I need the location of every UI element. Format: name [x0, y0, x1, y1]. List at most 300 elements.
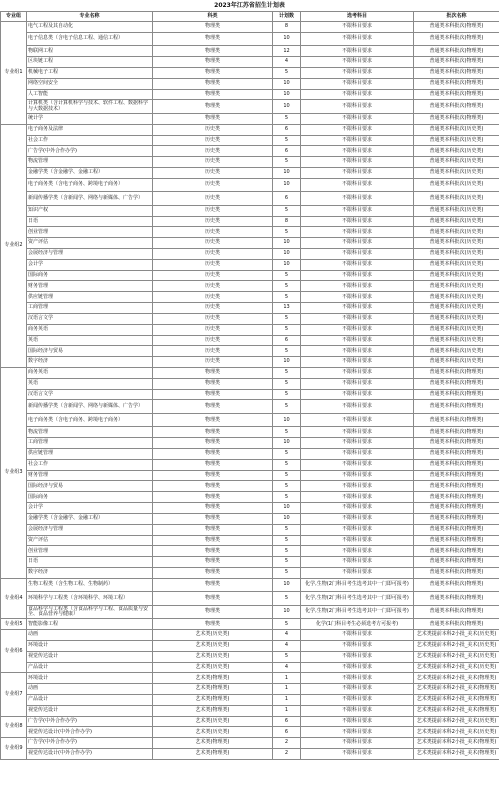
table-row [1, 524, 499, 535]
batch-cell: 普通类本科批次(物理类) [414, 535, 499, 546]
table-row [1, 346, 499, 357]
batch-cell: 普通类本科批次(物理类) [414, 22, 499, 33]
category-cell: 历史类 [153, 324, 273, 335]
table-row [1, 249, 499, 260]
category-cell: 物理类 [153, 470, 273, 481]
subject-cell: 不限科目要求 [301, 378, 414, 389]
major-cell: 新闻传播学类（含新闻学、网络与新媒体、广告学） [27, 400, 153, 414]
category-cell: 历史类 [153, 135, 273, 146]
subject-cell: 不限科目要求 [301, 324, 414, 335]
category-cell: 历史类 [153, 227, 273, 238]
major-cell: 电气工程及其自动化 [27, 22, 153, 33]
table-row [1, 389, 499, 400]
subject-cell: 不限科目要求 [301, 157, 414, 168]
table-row [1, 32, 499, 46]
batch-cell: 普通类本科批次(物理类) [414, 546, 499, 557]
plan-cell: 5 [273, 535, 301, 546]
subject-cell: 不限科目要求 [301, 449, 414, 460]
category-cell: 物理类 [153, 481, 273, 492]
table-row [1, 178, 499, 192]
table-row [1, 57, 499, 68]
category-cell: 历史类 [153, 205, 273, 216]
batch-cell: 普通类本科批次(物理类) [414, 449, 499, 460]
table-row [1, 705, 499, 716]
plan-cell: 10 [273, 605, 301, 619]
plan-cell: 5 [273, 313, 301, 324]
major-cell: 工商管理 [27, 438, 153, 449]
batch-cell: 普通类本科批次(历史类) [414, 238, 499, 249]
subject-cell: 不限科目要求 [301, 32, 414, 46]
plan-cell: 5 [273, 292, 301, 303]
batch-cell: 普通类本科批次(物理类) [414, 413, 499, 427]
subject-cell: 不限科目要求 [301, 100, 414, 114]
category-cell: 物理类 [153, 513, 273, 524]
table-row [1, 749, 499, 760]
subject-cell: 不限科目要求 [301, 346, 414, 357]
plan-cell: 5 [273, 205, 301, 216]
major-cell: 广告学(中外合作办学) [27, 738, 153, 749]
group-cell: 专业组2 [1, 124, 27, 367]
subject-cell: 不限科目要求 [301, 270, 414, 281]
table-row [1, 357, 499, 368]
subject-cell: 不限科目要求 [301, 546, 414, 557]
major-cell: 生物工程类（含生物工程、生物制药） [27, 578, 153, 592]
major-cell: 食品科学与工程类（含食品科学与工程、食品质量与安全、食品营养与健康） [27, 605, 153, 619]
table-row [1, 449, 499, 460]
subject-cell: 不限科目要求 [301, 470, 414, 481]
plan-cell: 10 [273, 438, 301, 449]
major-cell: 英语 [27, 335, 153, 346]
major-cell: 区块链工程 [27, 57, 153, 68]
subject-cell: 不限科目要求 [301, 57, 414, 68]
major-cell: 视觉传达设计(中外合作办学) [27, 749, 153, 760]
plan-cell: 5 [273, 492, 301, 503]
table-row [1, 592, 499, 606]
group-cell: 专业组6 [1, 630, 27, 673]
plan-cell: 5 [273, 524, 301, 535]
batch-cell: 普通类本科批次(物理类) [414, 57, 499, 68]
table-row [1, 146, 499, 157]
major-cell: 物联网工程 [27, 46, 153, 57]
major-cell: 数字经济 [27, 567, 153, 578]
major-cell: 社会工作 [27, 135, 153, 146]
major-cell: 视觉传达设计 [27, 705, 153, 716]
plan-cell: 5 [273, 619, 301, 630]
subject-cell: 不限科目要求 [301, 303, 414, 314]
batch-cell: 艺术类提前本科2小批_美术(物理类) [414, 694, 499, 705]
group-cell: 专业组3 [1, 367, 27, 578]
table-row [1, 367, 499, 378]
table-row [1, 100, 499, 114]
batch-cell: 普通类本科批次(历史类) [414, 227, 499, 238]
major-cell: 广告学(中外合作办学) [27, 146, 153, 157]
subject-cell: 不限科目要求 [301, 89, 414, 100]
major-cell: 电子商务类（含电子商务、跨境电子商务） [27, 413, 153, 427]
table-row [1, 259, 499, 270]
batch-cell: 艺术类提前本科2小批_美术(历史类) [414, 662, 499, 673]
major-cell: 商务英语 [27, 324, 153, 335]
major-cell: 人工智能 [27, 89, 153, 100]
major-cell: 产品设计 [27, 662, 153, 673]
category-cell: 物理类 [153, 389, 273, 400]
subject-cell: 不限科目要求 [301, 651, 414, 662]
category-cell: 物理类 [153, 567, 273, 578]
category-cell: 物理类 [153, 378, 273, 389]
batch-cell: 普通类本科批次(物理类) [414, 427, 499, 438]
plan-cell: 5 [273, 367, 301, 378]
major-cell: 财务管理 [27, 470, 153, 481]
batch-cell: 普通类本科批次(物理类) [414, 378, 499, 389]
plan-cell: 10 [273, 513, 301, 524]
major-cell: 动画 [27, 630, 153, 641]
subject-cell: 不限科目要求 [301, 22, 414, 33]
table-row [1, 459, 499, 470]
category-cell: 历史类 [153, 178, 273, 192]
subject-cell: 不限科目要求 [301, 238, 414, 249]
category-cell: 物理类 [153, 413, 273, 427]
table-row [1, 303, 499, 314]
category-cell: 物理类 [153, 524, 273, 535]
table-row [1, 738, 499, 749]
batch-cell: 普通类本科批次(历史类) [414, 303, 499, 314]
plan-cell: 8 [273, 22, 301, 33]
plan-cell: 10 [273, 413, 301, 427]
batch-cell: 普通类本科批次(物理类) [414, 470, 499, 481]
plan-cell: 6 [273, 716, 301, 727]
category-cell: 艺术类(历史类) [153, 662, 273, 673]
batch-cell: 普通类本科批次(物理类) [414, 100, 499, 114]
subject-cell: 不限科目要求 [301, 438, 414, 449]
plan-cell: 6 [273, 335, 301, 346]
batch-cell: 普通类本科批次(历史类) [414, 313, 499, 324]
plan-cell: 10 [273, 78, 301, 89]
major-cell: 金融学类（含金融学、金融工程） [27, 167, 153, 178]
table-row [1, 662, 499, 673]
subject-cell: 不限科目要求 [301, 492, 414, 503]
table-body [1, 22, 499, 760]
plan-cell: 5 [273, 346, 301, 357]
major-cell: 环境设计 [27, 673, 153, 684]
batch-cell: 普通类本科批次(物理类) [414, 481, 499, 492]
category-cell: 物理类 [153, 46, 273, 57]
table-row [1, 651, 499, 662]
batch-cell: 艺术类提前本科2小批_美术(物理类) [414, 673, 499, 684]
category-cell: 物理类 [153, 546, 273, 557]
batch-cell: 普通类本科批次(物理类) [414, 567, 499, 578]
plan-cell: 6 [273, 146, 301, 157]
table-row [1, 400, 499, 414]
category-cell: 艺术类(物理类) [153, 673, 273, 684]
plan-cell: 2 [273, 738, 301, 749]
subject-cell: 不限科目要求 [301, 503, 414, 514]
category-cell: 艺术类(物理类) [153, 694, 273, 705]
major-cell: 日语 [27, 557, 153, 568]
plan-cell: 5 [273, 324, 301, 335]
batch-cell: 艺术类提前本科2小批_美术(历史类) [414, 630, 499, 641]
table-header-row [1, 12, 499, 22]
subject-cell: 不限科目要求 [301, 694, 414, 705]
subject-cell: 不限科目要求 [301, 662, 414, 673]
category-cell: 历史类 [153, 146, 273, 157]
subject-cell: 不限科目要求 [301, 205, 414, 216]
major-cell: 资产评估 [27, 535, 153, 546]
plan-cell: 1 [273, 673, 301, 684]
category-cell: 历史类 [153, 313, 273, 324]
batch-cell: 普通类本科批次(物理类) [414, 605, 499, 619]
table-row [1, 513, 499, 524]
table-row [1, 89, 499, 100]
table-row [1, 413, 499, 427]
category-cell: 历史类 [153, 124, 273, 135]
batch-cell: 普通类本科批次(历史类) [414, 270, 499, 281]
subject-cell: 化学,生物(2门科目考生选考其中一门即可报考) [301, 592, 414, 606]
subject-cell: 化学(1门科目考生必须选考方可报考) [301, 619, 414, 630]
plan-cell: 5 [273, 157, 301, 168]
plan-cell: 5 [273, 113, 301, 124]
major-cell: 财务管理 [27, 281, 153, 292]
table-row [1, 205, 499, 216]
plan-cell: 5 [273, 567, 301, 578]
major-cell: 资产评估 [27, 238, 153, 249]
subject-cell: 不限科目要求 [301, 135, 414, 146]
table-row [1, 78, 499, 89]
plan-cell: 10 [273, 357, 301, 368]
category-cell: 艺术类(历史类) [153, 727, 273, 738]
table-row [1, 619, 499, 630]
batch-cell: 普通类本科批次(历史类) [414, 281, 499, 292]
subject-cell: 不限科目要求 [301, 427, 414, 438]
subject-cell: 不限科目要求 [301, 513, 414, 524]
plan-cell: 5 [273, 459, 301, 470]
category-cell: 历史类 [153, 357, 273, 368]
plan-cell: 4 [273, 640, 301, 651]
subject-cell: 不限科目要求 [301, 459, 414, 470]
batch-cell: 普通类本科批次(历史类) [414, 259, 499, 270]
plan-cell: 5 [273, 427, 301, 438]
category-cell: 物理类 [153, 67, 273, 78]
major-cell: 动画 [27, 684, 153, 695]
category-cell: 物理类 [153, 557, 273, 568]
major-cell: 环境设计 [27, 640, 153, 651]
category-cell: 艺术类(历史类) [153, 640, 273, 651]
plan-cell: 5 [273, 546, 301, 557]
category-cell: 物理类 [153, 427, 273, 438]
header-group: 专业组 [1, 12, 27, 22]
category-cell: 历史类 [153, 259, 273, 270]
category-cell: 历史类 [153, 157, 273, 168]
table-row [1, 324, 499, 335]
major-cell: 新闻传播学类（含新闻学、网络与新媒体、广告学） [27, 192, 153, 206]
subject-cell: 不限科目要求 [301, 292, 414, 303]
category-cell: 物理类 [153, 100, 273, 114]
batch-cell: 艺术类提前本科2小批_美术(历史类) [414, 727, 499, 738]
table-row [1, 716, 499, 727]
batch-cell: 艺术类提前本科2小批_美术(物理类) [414, 749, 499, 760]
table-row [1, 135, 499, 146]
major-cell: 电子商务及法律 [27, 124, 153, 135]
batch-cell: 艺术类提前本科2小批_美术(物理类) [414, 684, 499, 695]
subject-cell: 不限科目要求 [301, 535, 414, 546]
header-subject: 选考科目 [301, 12, 414, 22]
table-row [1, 684, 499, 695]
group-cell: 专业组8 [1, 716, 27, 738]
major-cell: 供应链管理 [27, 449, 153, 460]
table-row [1, 470, 499, 481]
category-cell: 历史类 [153, 270, 273, 281]
category-cell: 物理类 [153, 89, 273, 100]
major-cell: 会计学 [27, 259, 153, 270]
subject-cell: 不限科目要求 [301, 727, 414, 738]
table-row [1, 281, 499, 292]
plan-cell: 12 [273, 46, 301, 57]
group-cell: 专业组1 [1, 22, 27, 125]
batch-cell: 普通类本科批次(历史类) [414, 357, 499, 368]
subject-cell: 不限科目要求 [301, 259, 414, 270]
plan-cell: 5 [273, 270, 301, 281]
batch-cell: 普通类本科批次(历史类) [414, 346, 499, 357]
batch-cell: 艺术类提前本科2小批_美术(历史类) [414, 640, 499, 651]
subject-cell: 不限科目要求 [301, 716, 414, 727]
category-cell: 艺术类(历史类) [153, 630, 273, 641]
table-row [1, 335, 499, 346]
major-cell: 创业管理 [27, 546, 153, 557]
plan-cell: 13 [273, 303, 301, 314]
category-cell: 艺术类(历史类) [153, 651, 273, 662]
plan-cell: 1 [273, 705, 301, 716]
subject-cell: 不限科目要求 [301, 313, 414, 324]
subject-cell: 不限科目要求 [301, 124, 414, 135]
category-cell: 艺术类(物理类) [153, 738, 273, 749]
batch-cell: 普通类本科批次(物理类) [414, 400, 499, 414]
major-cell: 会计学 [27, 503, 153, 514]
major-cell: 统计学 [27, 113, 153, 124]
category-cell: 物理类 [153, 78, 273, 89]
subject-cell: 不限科目要求 [301, 357, 414, 368]
subject-cell: 不限科目要求 [301, 557, 414, 568]
table-row [1, 535, 499, 546]
major-cell: 国际经济与贸易 [27, 346, 153, 357]
batch-cell: 普通类本科批次(物理类) [414, 32, 499, 46]
category-cell: 历史类 [153, 292, 273, 303]
plan-cell: 5 [273, 449, 301, 460]
subject-cell: 不限科目要求 [301, 389, 414, 400]
table-row [1, 567, 499, 578]
batch-cell: 普通类本科批次(物理类) [414, 367, 499, 378]
subject-cell: 不限科目要求 [301, 413, 414, 427]
category-cell: 物理类 [153, 57, 273, 68]
major-cell: 视觉传达设计 [27, 651, 153, 662]
subject-cell: 不限科目要求 [301, 178, 414, 192]
batch-cell: 普通类本科批次(物理类) [414, 89, 499, 100]
table-row [1, 427, 499, 438]
table-row [1, 481, 499, 492]
plan-cell: 10 [273, 259, 301, 270]
major-cell: 物流管理 [27, 427, 153, 438]
header-category: 科类 [153, 12, 273, 22]
subject-cell: 不限科目要求 [301, 367, 414, 378]
major-cell: 金融学类（含金融学、金融工程） [27, 513, 153, 524]
batch-cell: 普通类本科批次(物理类) [414, 619, 499, 630]
major-cell: 知识产权 [27, 205, 153, 216]
major-cell: 会展经济与管理 [27, 249, 153, 260]
major-cell: 电子商务类（含电子商务、跨境电子商务） [27, 178, 153, 192]
major-cell: 汉语言文学 [27, 389, 153, 400]
table-row [1, 67, 499, 78]
subject-cell: 不限科目要求 [301, 146, 414, 157]
table-row [1, 727, 499, 738]
batch-cell: 普通类本科批次(历史类) [414, 192, 499, 206]
batch-cell: 普通类本科批次(物理类) [414, 524, 499, 535]
category-cell: 历史类 [153, 167, 273, 178]
batch-cell: 艺术类提前本科2小批_美术(历史类) [414, 716, 499, 727]
category-cell: 物理类 [153, 578, 273, 592]
major-cell: 广告学(中外合作办学) [27, 716, 153, 727]
category-cell: 物理类 [153, 535, 273, 546]
batch-cell: 普通类本科批次(历史类) [414, 178, 499, 192]
table-row [1, 640, 499, 651]
category-cell: 物理类 [153, 605, 273, 619]
batch-cell: 普通类本科批次(物理类) [414, 78, 499, 89]
plan-cell: 5 [273, 470, 301, 481]
plan-cell: 8 [273, 216, 301, 227]
batch-cell: 普通类本科批次(历史类) [414, 292, 499, 303]
category-cell: 历史类 [153, 281, 273, 292]
category-cell: 物理类 [153, 619, 273, 630]
major-cell: 物流管理 [27, 157, 153, 168]
batch-cell: 普通类本科批次(历史类) [414, 157, 499, 168]
table-row [1, 270, 499, 281]
table-row [1, 167, 499, 178]
document-title: 2023年江苏省招生计划表 [214, 2, 285, 9]
batch-cell: 普通类本科批次(物理类) [414, 557, 499, 568]
category-cell: 艺术类(物理类) [153, 705, 273, 716]
category-cell: 物理类 [153, 438, 273, 449]
category-cell: 物理类 [153, 459, 273, 470]
plan-cell: 4 [273, 662, 301, 673]
table-row [1, 438, 499, 449]
category-cell: 物理类 [153, 32, 273, 46]
plan-cell: 6 [273, 124, 301, 135]
plan-cell: 10 [273, 238, 301, 249]
subject-cell: 不限科目要求 [301, 630, 414, 641]
batch-cell: 普通类本科批次(历史类) [414, 167, 499, 178]
plan-cell: 10 [273, 167, 301, 178]
major-cell: 产品设计 [27, 694, 153, 705]
major-cell: 国际商务 [27, 270, 153, 281]
plan-cell: 5 [273, 651, 301, 662]
subject-cell: 不限科目要求 [301, 67, 414, 78]
subject-cell: 化学,生物(2门科目考生选考其中一门即可报考) [301, 578, 414, 592]
major-cell: 数字经济 [27, 357, 153, 368]
batch-cell: 普通类本科批次(历史类) [414, 135, 499, 146]
plan-cell: 10 [273, 100, 301, 114]
plan-cell: 10 [273, 503, 301, 514]
subject-cell: 不限科目要求 [301, 192, 414, 206]
batch-cell: 普通类本科批次(历史类) [414, 249, 499, 260]
table-row [1, 227, 499, 238]
plan-cell: 5 [273, 227, 301, 238]
subject-cell: 不限科目要求 [301, 167, 414, 178]
category-cell: 历史类 [153, 335, 273, 346]
category-cell: 历史类 [153, 346, 273, 357]
plan-cell: 6 [273, 192, 301, 206]
plan-cell: 5 [273, 592, 301, 606]
batch-cell: 普通类本科批次(历史类) [414, 324, 499, 335]
batch-cell: 艺术类提前本科2小批_美术(物理类) [414, 705, 499, 716]
table-row [1, 673, 499, 684]
batch-cell: 普通类本科批次(物理类) [414, 592, 499, 606]
plan-cell: 4 [273, 57, 301, 68]
